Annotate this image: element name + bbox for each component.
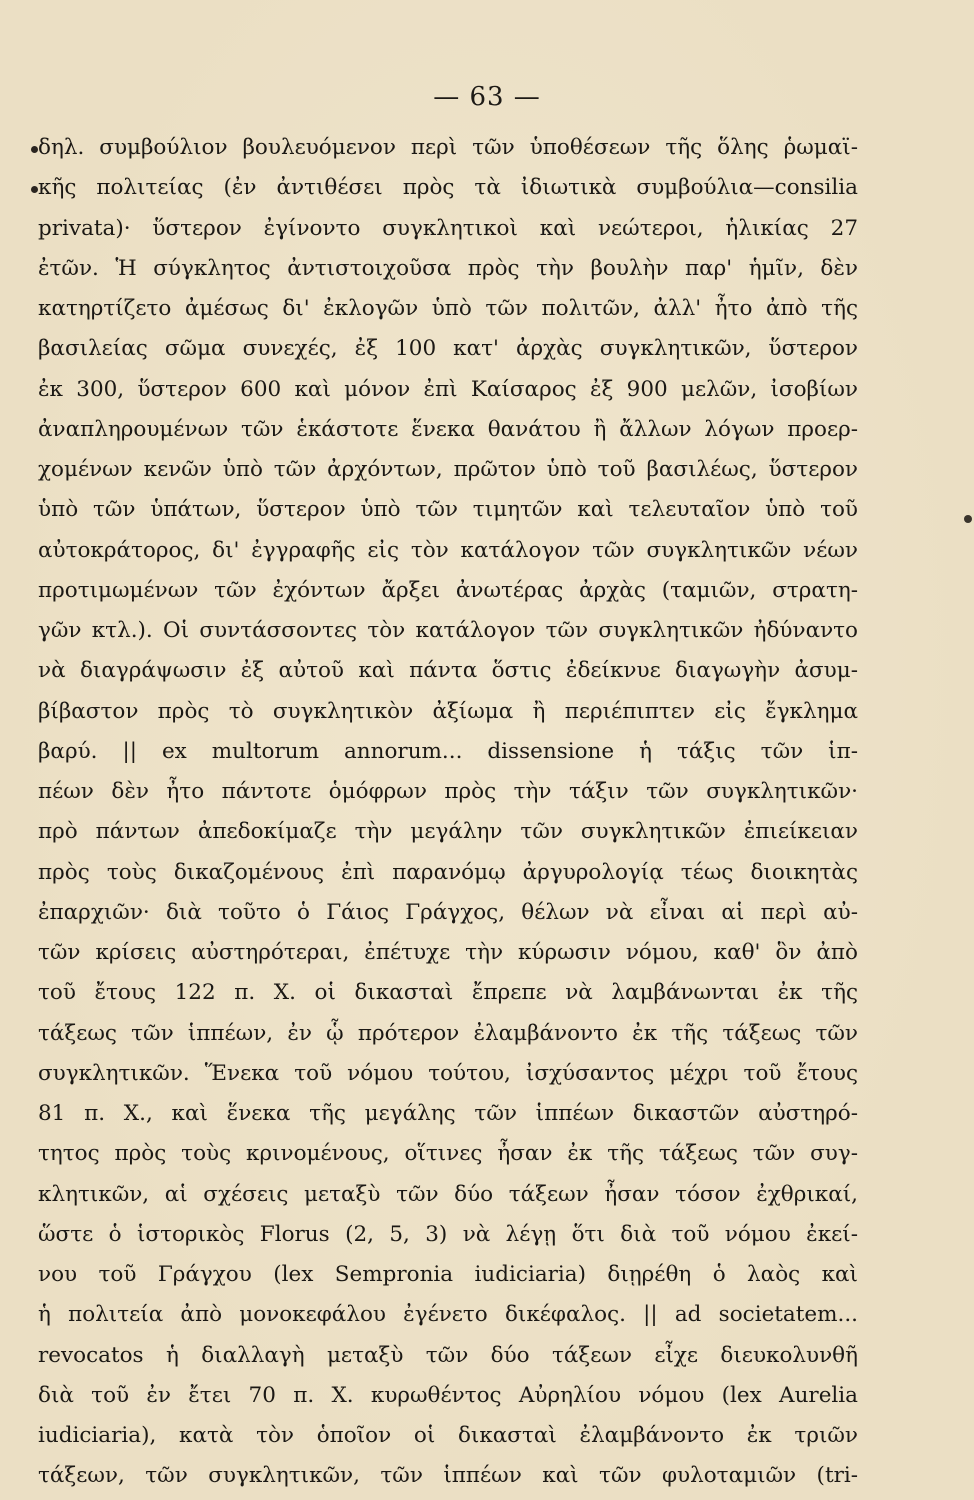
text-line: κατηρτίζετο ἀμέσως δι' ἐκλογῶν ὑπὸ τῶν πολιτῶν, ἀλλ' ἦτο ἀπὸ τῆς xyxy=(38,296,858,321)
margin-dot xyxy=(31,146,38,153)
text-line: νὰ διαγράψωσιν ἐξ αὐτοῦ καὶ πάντα ὅστις ἐδείκνυε διαγωγὴν ἀσυμ- xyxy=(38,658,858,684)
text-line: διὰ τοῦ ἐν ἔτει 70 π. Χ. κυρωθέντος Αὐρηλίου νόμου (lex Aurelia xyxy=(38,1382,858,1408)
text-line: τοῦ ἔτους 122 π. Χ. οἱ δικασταὶ ἔπρεπε νὰ λαμβάνωνται ἐκ τῆς xyxy=(38,980,858,1006)
text-line: βαρύ. || ex multorum annorum... dissensione ἡ τάξις τῶν ἱπ- xyxy=(38,738,858,764)
text-line: δηλ. συμβούλιον βουλευόμενον περὶ τῶν ὑποθέσεων τῆς ὅλης ῥωμαϊ- xyxy=(38,135,858,160)
text-line: ὑπὸ τῶν ὑπάτων, ὕστερον ὑπὸ τῶν τιμητῶν καὶ τελευταῖον ὑπὸ τοῦ xyxy=(38,497,858,523)
text-line: τάξεων, τῶν συγκλητικῶν, τῶν ἱππέων καὶ τῶν φυλοταμιῶν (tri- xyxy=(38,1463,858,1489)
edge-mark xyxy=(964,515,972,523)
text-line: πέων δὲν ἦτο πάντοτε ὁμόφρων πρὸς τὴν τάξιν τῶν συγκλητικῶν· xyxy=(38,779,858,804)
text-line: τῶν κρίσεις αὐστηρότεραι, ἐπέτυχε τὴν κύρωσιν νόμου, καθ' ὃν ἀπὸ xyxy=(38,940,858,965)
text-line: πρὸς τοὺς δικαζομένους ἐπὶ παρανόμῳ ἀργυρολογίᾳ τέως διοικητὰς xyxy=(38,859,858,885)
text-line: τάξεως τῶν ἱππέων, ἐν ᾧ πρότερον ἐλαμβάνοντο ἐκ τῆς τάξεως τῶν xyxy=(38,1020,858,1046)
text-line: βίβαστον πρὸς τὸ συγκλητικὸν ἀξίωμα ἢ περιέπιπτεν εἰς ἔγκλημα xyxy=(38,698,858,724)
text-line: revocatos ἡ διαλλαγὴ μεταξὺ τῶν δύο τάξεων εἶχε διευκολυνθῆ xyxy=(38,1342,858,1368)
text-line: ἐτῶν. Ἡ σύγκλητος ἀντιστοιχοῦσα πρὸς τὴν βουλὴν παρ' ἡμῖν, δὲν xyxy=(38,255,858,281)
text-line: συγκλητικῶν. Ἕνεκα τοῦ νόμου τούτου, ἰσχύσαντος μέχρι τοῦ ἔτους xyxy=(38,1060,858,1086)
text-line: ἐκ 300, ὕστερον 600 καὶ μόνον ἐπὶ Καίσαρος ἐξ 900 μελῶν, ἰσοβίων xyxy=(38,376,858,402)
text-line: κῆς πολιτείας (ἐν ἀντιθέσει πρὸς τὰ ἰδιωτικὰ συμβούλια—consilia xyxy=(38,175,858,201)
text-line: ἐπαρχιῶν· διὰ τοῦτο ὁ Γάιος Γράγχος, θέλων νὰ εἶναι αἱ περὶ αὐ- xyxy=(38,899,858,925)
text-line: privata)· ὕστερον ἐγίνοντο συγκλητικοὶ καὶ νεώτεροι, ἡλικίας 27 xyxy=(38,215,858,241)
text-line: ἀναπληρουμένων τῶν ἑκάστοτε ἕνεκα θανάτου ἢ ἄλλων λόγων προερ- xyxy=(38,416,858,442)
text-line: βασιλείας σῶμα συνεχές, ἐξ 100 κατ' ἀρχὰς συγκλητικῶν, ὕστερον xyxy=(38,336,858,362)
text-line: ὥστε ὁ ἱστορικὸς Florus (2, 5, 3) νὰ λέγῃ ὅτι διὰ τοῦ νόμου ἐκεί- xyxy=(38,1221,858,1247)
text-line: iudiciaria), κατὰ τὸν ὁποῖον οἱ δικασταὶ ἐλαμβάνοντο ἐκ τριῶν xyxy=(38,1423,858,1448)
text-line: χομένων κενῶν ὑπὸ τῶν ἀρχόντων, πρῶτον ὑπὸ τοῦ βασιλέως, ὕστερον xyxy=(38,457,858,482)
text-line: προτιμωμένων τῶν ἐχόντων ἄρξει ἀνωτέρας ἀρχὰς (ταμιῶν, στρατη- xyxy=(38,577,858,603)
text-line: κλητικῶν, αἱ σχέσεις μεταξὺ τῶν δύο τάξεων ἦσαν τόσον ἐχθρικαί, xyxy=(38,1181,858,1207)
text-line: νου τοῦ Γράγχου (lex Sempronia iudiciaria) διῃρέθη ὁ λαὸς καὶ xyxy=(38,1262,858,1287)
margin-dot xyxy=(31,186,38,193)
text-line: 81 π. Χ., καὶ ἕνεκα τῆς μεγάλης τῶν ἱππέων δικαστῶν αὐστηρό- xyxy=(38,1101,858,1126)
text-line: ἡ πολιτεία ἀπὸ μονοκεφάλου ἐγένετο δικέφαλος. || ad societatem... xyxy=(38,1302,858,1328)
text-line: τητος πρὸς τοὺς κρινομένους, οἵτινες ἦσαν ἐκ τῆς τάξεως τῶν συγ- xyxy=(38,1141,858,1167)
text-line: γῶν κτλ.). Οἱ συντάσσοντες τὸν κατάλογον τῶν συγκλητικῶν ἠδύναντο xyxy=(38,618,858,643)
body-text xyxy=(38,128,858,1497)
text-line: πρὸ πάντων ἀπεδοκίμαζε τὴν μεγάλην τῶν συγκλητικῶν ἐπιείκειαν xyxy=(38,819,858,845)
page-number: — 63 — xyxy=(433,82,541,112)
text-line: αὐτοκράτορος, δι' ἐγγραφῆς εἰς τὸν κατάλογον τῶν συγκλητικῶν νέων xyxy=(38,537,858,563)
